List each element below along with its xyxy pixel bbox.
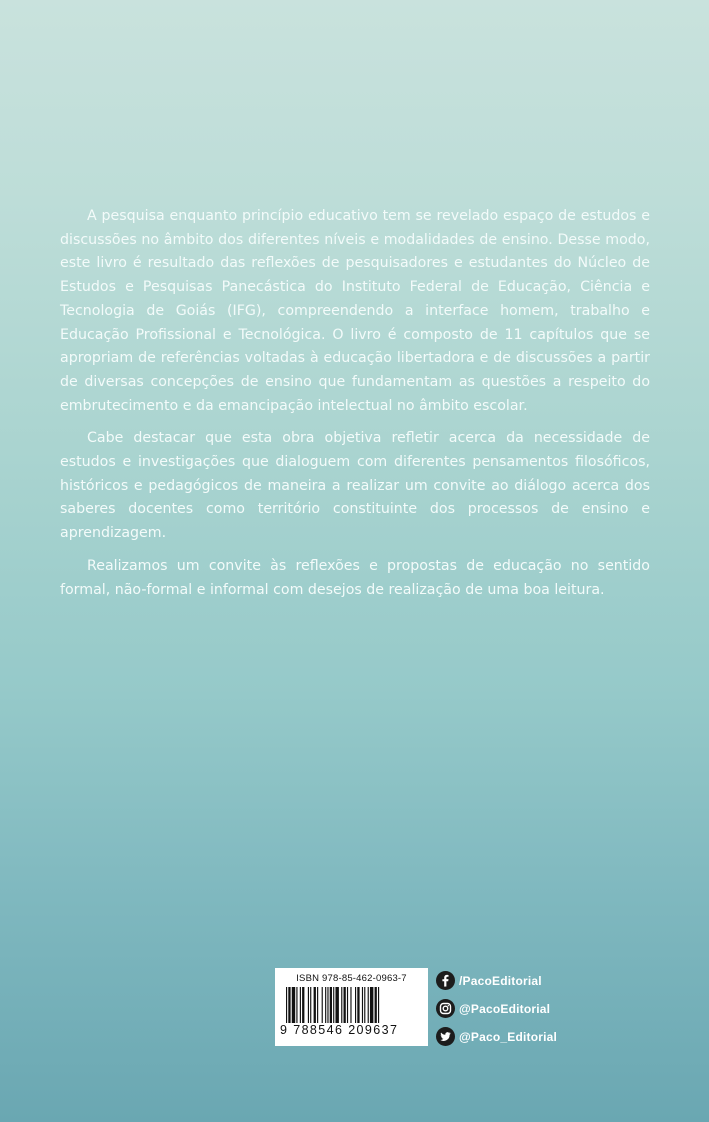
barcode-bar bbox=[325, 987, 326, 1023]
instagram-icon bbox=[436, 999, 455, 1018]
barcode-bar bbox=[341, 987, 342, 1023]
barcode-bar bbox=[310, 987, 311, 1023]
barcode-bar bbox=[308, 987, 309, 1023]
barcode-bar bbox=[370, 987, 373, 1023]
barcode-bar bbox=[322, 987, 323, 1023]
social-item-twitter[interactable] bbox=[436, 1024, 636, 1049]
instagram-handle: @PacoEditorial bbox=[459, 1001, 551, 1016]
barcode-bar bbox=[347, 987, 348, 1023]
barcode-bars bbox=[286, 987, 419, 1023]
barcode-bar bbox=[292, 987, 295, 1023]
barcode-bar bbox=[375, 987, 377, 1023]
barcode-bar bbox=[288, 987, 290, 1023]
twitter-icon bbox=[436, 1027, 455, 1046]
barcode-bar bbox=[355, 987, 356, 1023]
barcode-bar bbox=[344, 987, 346, 1023]
barcode-bar bbox=[317, 987, 318, 1023]
barcode-bar bbox=[362, 987, 363, 1023]
synopsis-paragraph-3: Realizamos um convite às reflexões e propostas de educação no sentido formal, não-formal e informal com desejos de realização de uma boa leitura. bbox=[60, 557, 650, 598]
isbn-barcode bbox=[275, 968, 428, 1046]
barcode-bar bbox=[302, 987, 304, 1023]
barcode-bar bbox=[300, 987, 301, 1023]
isbn-label: ISBN 978-85-462-0963-7 bbox=[296, 973, 407, 984]
synopsis-paragraph-1: A pesquisa enquanto princípio educativo tem se revelado espaço de estudos e discussões no âmbito dos diferentes níveis e modalidades de ensino. Desse modo, este livro é resultado das reflexões de pesquisadores e estudantes do Núcleo de Estudos e Pesquisas Panecástica do Instituto Federal de Educação, Ciência e Tecnologia de Goiás (IFG), compreendendo a interface homem, trabalho e Educação Profissional e Tecnológica. O livro é composto de 11 capítulos que se apropriam de referências voltadas à educação libertadora e de discussões a partir de diversas concepções de ensino que fundamentam as questões a respeito do embrutecimento e da emancipação intelectual no âmbito escolar. bbox=[60, 208, 650, 414]
barcode-bar bbox=[357, 987, 359, 1023]
synopsis-paragraph-2: Cabe destacar que esta obra objetiva refletir acerca da necessidade de estudos e investigações que dialoguem com diferentes pensamentos filosóficos, históricos e pedagógicos de maneira a realizar um convite ao diálogo acerca dos saberes docentes como território constituinte dos processos de ensino e aprendizagem. bbox=[60, 430, 650, 542]
barcode-bar bbox=[314, 987, 316, 1023]
social-item-instagram[interactable] bbox=[436, 996, 636, 1021]
barcode-bar bbox=[296, 987, 297, 1023]
facebook-handle: /PacoEditorial bbox=[459, 973, 542, 988]
social-item-facebook[interactable] bbox=[436, 968, 636, 993]
twitter-handle: @Paco_Editorial bbox=[459, 1029, 558, 1044]
barcode-bar bbox=[364, 987, 365, 1023]
isbn-digits: 9 788546 209637 bbox=[280, 1023, 399, 1037]
barcode-bar bbox=[350, 987, 351, 1023]
barcode-bar bbox=[330, 987, 332, 1023]
barcode-bar bbox=[335, 987, 338, 1023]
barcode-bar bbox=[378, 987, 379, 1023]
barcode-bar bbox=[368, 987, 369, 1023]
barcode-bar bbox=[327, 987, 328, 1023]
social-links bbox=[436, 968, 636, 1052]
barcode-bar bbox=[286, 987, 287, 1023]
facebook-icon bbox=[436, 971, 455, 990]
barcode-bar bbox=[333, 987, 334, 1023]
back-cover-synopsis bbox=[60, 205, 650, 611]
